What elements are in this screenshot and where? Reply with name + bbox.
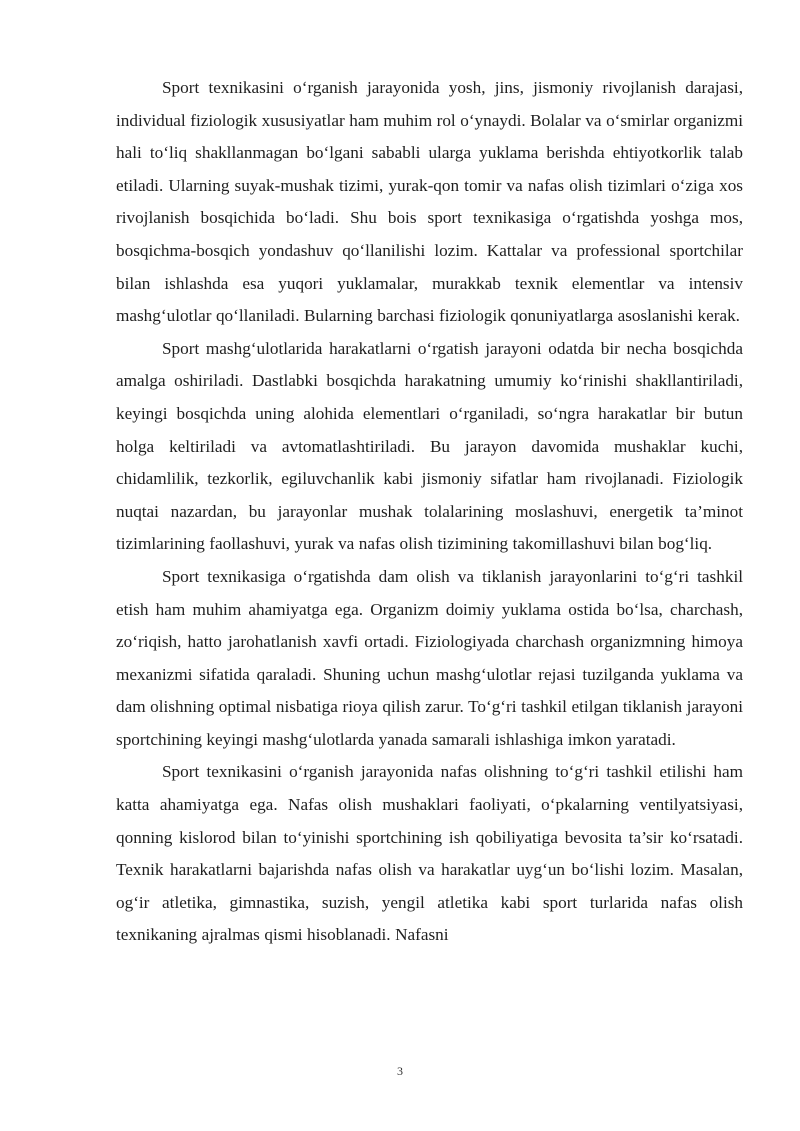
page-number: 3 — [397, 1064, 403, 1078]
body-text — [116, 72, 743, 952]
paragraph-3: Sport texnikasiga o‘rgatishda dam olish va tiklanish jarayonlarini to‘g‘ri tashkil etish ham muhim ahamiyatga ega. Organizm doimiy yuklama ostida bo‘lsa, charchash, zo‘riqish, hatto jarohatlanish xavfi ortadi. Fiziologiyada charchash organizmning himoya mexanizmi sifatida qaraladi. Shuning uchun mashg‘ulotlar rejasi tuzilganda yuklama va dam olishning optimal nisbatiga rioya qilish zarur. To‘g‘ri tashkil etilgan tiklanish jarayoni sportchining keyingi mashg‘ulotlarda yanada samarali ishlashiga imkon yaratadi. — [116, 566, 743, 749]
paragraph-2: Sport mashg‘ulotlarida harakatlarni o‘rgatish jarayoni odatda bir necha bosqichda amalga oshiriladi. Dastlabki bosqichda harakatning umumiy ko‘rinishi shakllantiriladi, keyingi bosqichda uning alohida elementlari o‘rganiladi, so‘ngra harakatlar bir butun holga keltiriladi va avtomatlashtiriladi. Bu jarayon davomida mushaklar kuchi, chidamlilik, tezkorlik, egiluvchanlik kabi jismoniy sifatlar ham rivojlanadi. Fiziologik nuqtai nazardan, bu jarayonlar mushak tolalarining moslashuvi, energetik ta’minot tizimlarining faollashuvi, yurak va nafas olish tizimining takomillashuvi bilan bog‘liq. — [116, 338, 743, 554]
paragraph-1: Sport texnikasini o‘rganish jarayonida yosh, jins, jismoniy rivojlanish darajasi, individual fiziologik xususiyatlar ham muhim rol o‘ynaydi. Bolalar va o‘smirlar organizmi hali to‘liq shakllanmagan bo‘lgani sababli ularga yuklama berishda ehtiyotkorlik talab etiladi. Ularning suyak-mushak tizimi, yurak-qon tomir va nafas olish tizimlari o‘ziga xos rivojlanish bosqichida bo‘ladi. Shu bois sport texnikasiga o‘rgatishda yoshga mos, bosqichma-bosqich yondashuv qo‘llanilishi lozim. Kattalar va professional sportchilar bilan ishlashda esa yuqori yuklamalar, murakkab texnik elementlar va intensiv mashg‘ulotlar qo‘llaniladi. Bularning barchasi fiziologik qonuniyatlarga asoslanishi kerak. — [116, 78, 743, 326]
paragraph-4: Sport texnikasini o‘rganish jarayonida nafas olishning to‘g‘ri tashkil etilishi ham katta ahamiyatga ega. Nafas olish mushaklari faoliyati, o‘pkalarning ventilyatsiyasi, qonning kislorod bilan to‘yinishi sportchining ish qobiliyatiga bevosita ta’sir ko‘rsatadi. Texnik harakatlarni bajarishda nafas olish va harakatlar uyg‘un bo‘lishi lozim. Masalan, og‘ir atletika, gimnastika, suzish, yengil atletika kabi sport turlarida nafas olish texnikaning ajralmas qismi hisoblanadi. Nafasni — [116, 762, 743, 945]
